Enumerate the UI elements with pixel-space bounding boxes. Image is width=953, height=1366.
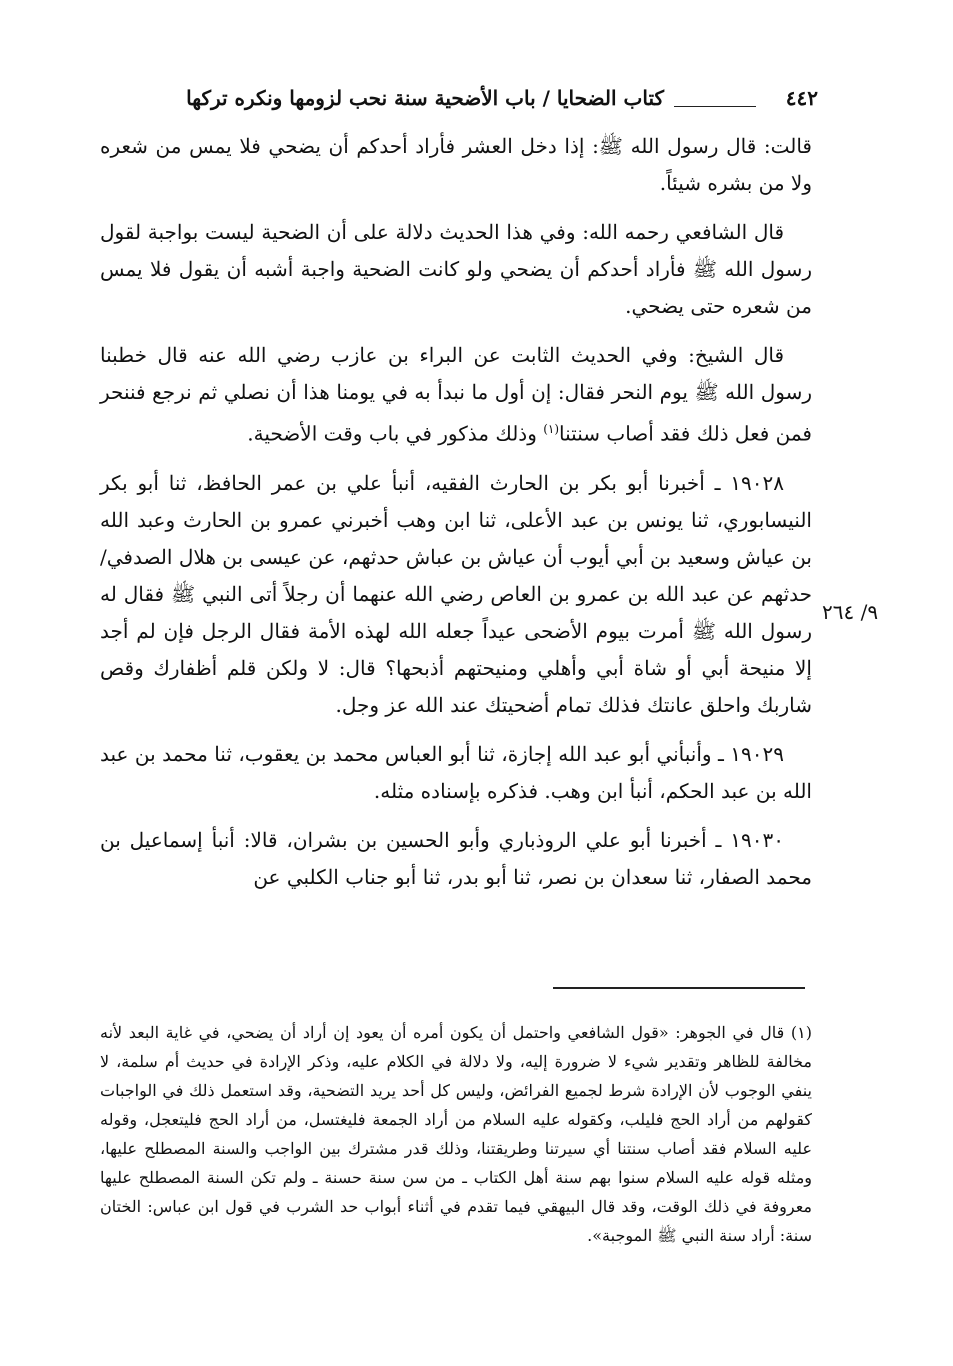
main-text [100,128,812,908]
hadith-paragraph: ١٩٠٣٠ ـ أخبرنا أبو علي الروذباري وأبو الحسين بن بشران، قالا: أنبأ إسماعيل بن محمد الصفار، ثنا سعدان بن نصر، ثنا أبو بدر، ثنا أبو جناب الكلبي عن [100,827,812,889]
footnotes [100,1018,812,1250]
running-title: كتاب الضحايا / باب الأضحية سنة نحب لزومها ونكره تركها [186,86,664,110]
footnote-reference: (١) [543,422,560,436]
header-rule [674,106,756,107]
running-header [88,84,818,120]
hadith-paragraph: ١٩٠٢٨ ـ أخبرنا أبو بكر بن الحارث الفقيه، أنبأ علي بن عمر الحافظ، ثنا أبو بكر النيسابوري، ثنا يونس بن عبد الأعلى، ثنا ابن وهب أخبرني عمرو بن الحارث وعبد الله بن عياش وسعيد بن أبي أيوب أن عياش بن عباش حدثهم، عن عيسى بن هلال الصدفي/ حدثهم عن عبد الله بن عمرو بن العاص رضي الله عنهما أن رجلاً أتى النبي ﷺ فقال له رسول الله ﷺ أمرت بيوم الأضحى عيداً جعله الله لهذه الأمة فقال الرجل فإن لم أجد إلا منيحة أبي أو شاة أبي وأهلي ومنيحتهم أذبحها؟ قال: لا ولكن قلم أظفارك وقص شاربك واحلق عانتك فذلك تمام أضحيتك عند الله عز وجل. [100,470,812,717]
paragraph: قالت: قال رسول الله ﷺ: إذا دخل العشر فأراد أحدكم أن يضحي فلا يمس من شعره ولا من بشره شيئاً. [100,134,812,195]
paragraph: قال الشافعي رحمه الله: وفي هذا الحديث دلالة على أن الضحية ليست بواجبة لقول رسول الله ﷺ فأراد أحدكم أن يضحي ولو كانت الضحية واجبة أشبه أن يقول فلا يمس من شعره حتى يضحي. [100,220,812,318]
margin-reference: ٩/ ٢٦٤ [822,600,879,624]
page-number: ٤٤٢ [785,86,818,110]
paragraph-tail: وذلك مذكور في باب وقت الأضحية. [247,421,544,446]
paragraph [100,337,812,453]
paragraph-text: قال الشيخ: وفي الحديث الثابت عن البراء بن عازب رضي الله عنه قال خطبنا رسول الله ﷺ يوم النحر فقال: إن أول ما نبدأ به في يومنا هذا أن نصلي ثم نرجع فننحر فمن فعل ذلك فقد أصاب سنتنا [100,343,812,446]
hadith-paragraph: ١٩٠٢٩ ـ وأنبأني أبو عبد الله إجازة، ثنا أبو العباس محمد بن يعقوب، ثنا محمد بن عبد الله بن عبد الحكم، أنبأ ابن وهب. فذكره بإسناده مثله. [100,741,812,803]
footnote-rule [553,987,805,989]
footnote: (١) قال في الجوهر: «قول الشافعي واحتمل أن يكون أمره أن يعود إن أراد أن يضحي، في غاية البعد لأنه مخالفة للظاهر وتقدير شيء لا ضرورة إليه، ولا دلالة في الكلام عليه، وذكر الإرادة في حديث أم سلمة، لا ينفي الوجوب لأن الإرادة شرط لجميع الفرائض، وليس كل أحد يريد التضحية، وقد استعمل ذلك في الواجبات كقولهم من أراد الحج فليلب، وكقوله عليه السلام من أراد الجمعة فليغتسل، من أراد الحج فليتعجل، وقوله عليه السلام فقد أصاب سنتنا أي سيرتنا وطريقتنا، وذلك قدر مشترك بين الواجب والسنة المصطلح عليها، ومثله قوله عليه السلام سنوا بهم سنة أهل الكتاب ـ من سن سنة حسنة ـ ولم تكن السنة المصطلح عليها معروفة في ذلك الوقت، وقد قال البيهقي فيما تقدم في أثناء أبواب حد الشرب في قول ابن عباس: الختان سنة: أراد سنة النبي ﷺ الموجبة». [100,1023,813,1245]
